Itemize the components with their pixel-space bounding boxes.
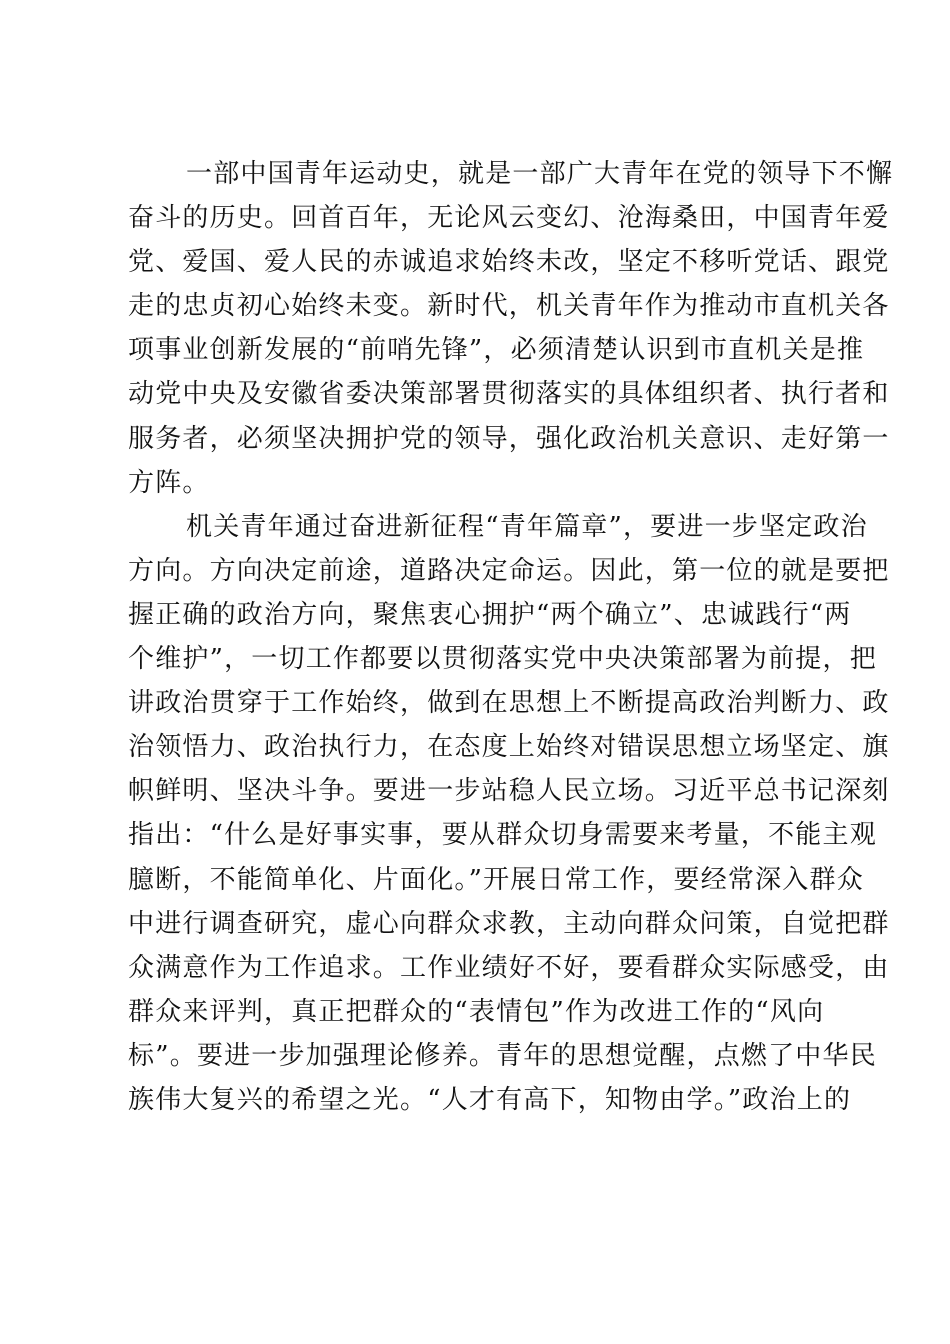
text-line: 讲政治贯穿于工作始终，做到在思想上不断提高政治判断力、政 xyxy=(128,688,890,719)
text-line: 中进行调查研究，虚心向群众求教，主动向群众问策，自觉把群 xyxy=(128,908,890,939)
text-line: 众满意作为工作追求。工作业绩好不好，要看群众实际感受，由 xyxy=(128,952,890,983)
text-line: 臆断，不能简单化、片面化。”开展日常工作，要经常深入群众 xyxy=(128,864,864,895)
text-line: 机关青年通过奋进新征程“青年篇章”，要进一步坚定政治 xyxy=(186,511,868,542)
text-line: 标”。要进一步加强理论修养。青年的思想觉醒，点燃了中华民 xyxy=(128,1040,877,1071)
text-line: 走的忠贞初心始终未变。新时代，机关青年作为推动市直机关各 xyxy=(128,291,890,322)
text-line: 治领悟力、政治执行力，在态度上始终对错误思想立场坚定、旗 xyxy=(128,732,890,763)
text-line: 方向。方向决定前途，道路决定命运。因此，第一位的就是要把 xyxy=(128,555,890,586)
paragraph-1 xyxy=(128,152,894,505)
text-line: 指出：“什么是好事实事，要从群众切身需要来考量，不能主观 xyxy=(128,820,877,851)
text-line: 方阵。 xyxy=(128,467,210,498)
text-line: 族伟大复兴的希望之光。“人才有高下，知物由学。”政治上的 xyxy=(128,1084,852,1115)
text-line: 服务者，必须坚决拥护党的领导，强化政治机关意识、走好第一 xyxy=(128,423,890,454)
text-line: 党、爱国、爱人民的赤诚追求始终未改，坚定不移听党话、跟党 xyxy=(128,247,890,278)
paragraph-2 xyxy=(128,505,890,1122)
text-line: 群众来评判，真正把群众的“表情包”作为改进工作的“风向 xyxy=(128,996,825,1027)
text-line: 帜鲜明、坚决斗争。要进一步站稳人民立场。习近平总书记深刻 xyxy=(128,776,890,807)
text-line: 项事业创新发展的“前哨先锋”，必须清楚认识到市直机关是推 xyxy=(128,335,865,366)
document-body xyxy=(128,152,894,1122)
text-line: 奋斗的历史。回首百年，无论风云变幻、沧海桑田，中国青年爱 xyxy=(128,203,890,234)
text-line: 一部中国青年运动史，就是一部广大青年在党的领导下不懈 xyxy=(186,159,894,189)
text-line: 握正确的政治方向，聚焦衷心拥护“两个确立”、忠诚践行“两 xyxy=(128,599,852,630)
text-line: 动党中央及安徽省委决策部署贯彻落实的具体组织者、执行者和 xyxy=(128,379,890,410)
text-line: 个维护”，一切工作都要以贯彻落实党中央决策部署为前提，把 xyxy=(128,644,877,675)
